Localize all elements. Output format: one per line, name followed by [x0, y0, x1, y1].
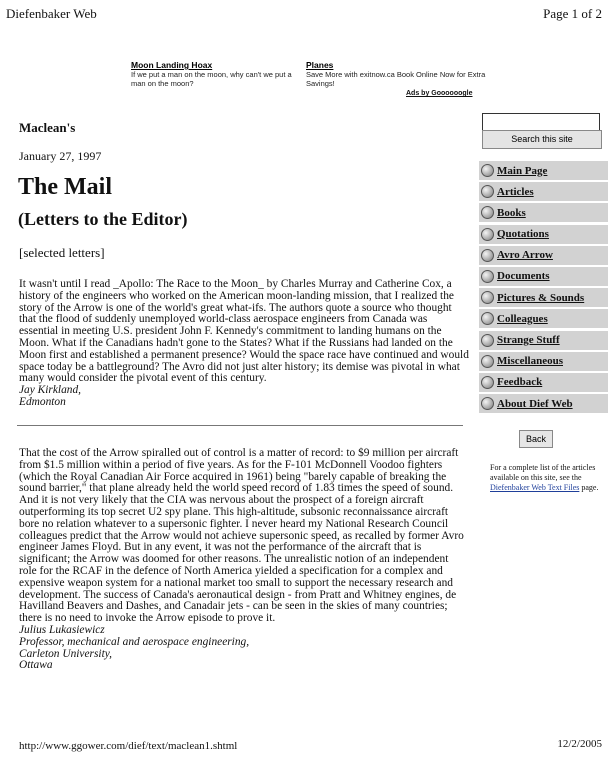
globe-icon	[481, 334, 494, 347]
globe-icon	[481, 228, 494, 241]
text-files-link[interactable]: Diefenbaker Web Text Files	[490, 483, 580, 492]
article-date: January 27, 1997	[19, 149, 102, 163]
sidebar-item-documents[interactable]: Documents	[479, 267, 608, 286]
selected-letters-note: [selected letters]	[19, 245, 105, 260]
globe-icon	[481, 249, 494, 262]
letter-body: It wasn't until I read _Apollo: The Race to the Moon_ by Charles Murray and Catherine Cox, a history of the engineers who worked on the American moon-landing mission, that I realized the story of the Arrow is one of the world's great what-ifs. The authors quote a source who thought that the flood of suddenly unemployed world-class aerospace engineers from Canada was essential in meeting U.S. president John F. Kennedy's commitment to landing humans on the Moon. What if the Canadians hadn't gone to the States? What if the Russians had landed on the Moon first and established a permanent presence? Would the space race have continued and would space today be a battleground? The Avro did not just alter history; its demise was pivotal in what many would consider the pivotal event of this century.	[19, 278, 469, 385]
globe-icon	[481, 164, 494, 177]
globe-icon	[481, 397, 494, 410]
sidebar-item-pictures-sounds[interactable]: Pictures & Sounds	[479, 288, 608, 307]
sidebar-item-strange-stuff[interactable]: Strange Stuff	[479, 331, 608, 350]
ad-description: If we put a man on the moon, why can't we put a man on the moon?	[131, 70, 292, 88]
sidebar-item-quotations[interactable]: Quotations	[479, 225, 608, 244]
note-text-end: page.	[581, 483, 599, 492]
sidebar-item-feedback[interactable]: Feedback	[479, 373, 608, 392]
sidebar-item-books[interactable]: Books	[479, 203, 608, 222]
sidebar-item-about[interactable]: About Dief Web	[479, 394, 608, 413]
sidebar-item-avro-arrow[interactable]: Avro Arrow	[479, 246, 608, 265]
letter-university: Carleton University,	[19, 647, 113, 660]
search-input[interactable]	[482, 113, 600, 131]
globe-icon	[481, 312, 494, 325]
sidebar-item-miscellaneous[interactable]: Miscellaneous	[479, 352, 608, 371]
letter-author: Jay Kirkland,	[19, 384, 82, 397]
sidebar-nav	[479, 161, 608, 415]
letter-divider	[17, 425, 463, 426]
letter-body: That the cost of the Arrow spiralled out of control is a matter of record: to $9 million per aircraft from $1.5 million within a period of five years. As for the F-101 McDonnell Voodoo fighters (which the Royal Canadian Air Force acquired in 1961) being "barely capable of breaking the sound barrier," that plane already held the world speed record of 1.83 times the speed of sound. And it is not very likely that the CIA was nervous about the prospect of a foreign aircraft outperforming its top secret U2 spy plane. This high-altitude, subsonic reconnaissance aircraft bore no relation whatever to a supersonic fighter. I never heard my National Research Council colleagues predict that the Arrow would not achieve supersonic speed, as recalled by former Avro engineer James Floyd. But in any event, it was not the performance of the aircraft that is significant; the Arrow was doomed for other reasons. The unrealistic notion of an independent role for the RCAF in the defence of North America yielded a specification for a complex and expensive weapon system for a national market too small to support the necessary research and development. The success of Canada's aeronautical design - from Pratt and Whitney engines, de Havilland Beavers and Dashes, and Canadair jets - can be seen in the skies of many countries; there is no need to invoke the Arrow episode to prove it.	[19, 447, 464, 625]
text-files-note	[490, 463, 600, 493]
print-header-site: Diefenbaker Web	[6, 6, 97, 21]
globe-icon	[481, 291, 494, 304]
print-footer-url: http://www.ggower.com/dief/text/maclean1.shtml	[19, 740, 238, 752]
publication-name: Maclean's	[19, 120, 76, 135]
letter-2	[19, 448, 467, 672]
letter-author: Julius Lukasiewicz	[19, 623, 105, 636]
globe-icon	[481, 355, 494, 368]
globe-icon	[481, 270, 494, 283]
letter-1	[19, 279, 469, 409]
sidebar-item-articles[interactable]: Articles	[479, 182, 608, 201]
ads-by-link[interactable]: Ads by Goooooogle	[406, 90, 473, 97]
letter-author-role: Professor, mechanical and aerospace engineering,	[19, 635, 250, 648]
sidebar-item-main-page[interactable]: Main Page	[479, 161, 608, 180]
ad-title-link[interactable]: Planes	[306, 60, 334, 70]
sidebar-item-colleagues[interactable]: Colleagues	[479, 309, 608, 328]
globe-icon	[481, 185, 494, 198]
back-button[interactable]: Back	[519, 430, 553, 448]
search-button[interactable]: Search this site	[482, 130, 602, 149]
globe-icon	[481, 206, 494, 219]
globe-icon	[481, 376, 494, 389]
ad-description: Save More with exitnow.ca Book Online Now for Extra Savings!	[306, 70, 486, 88]
ad-title-link[interactable]: Moon Landing Hoax	[131, 60, 213, 70]
letter-city: Edmonton	[19, 395, 66, 408]
page-title: The Mail	[18, 174, 112, 200]
letter-city: Ottawa	[19, 659, 53, 672]
print-footer-date: 12/2/2005	[557, 738, 602, 750]
ad-block-1	[131, 60, 303, 88]
ad-block-2	[306, 60, 486, 88]
print-header-page: Page 1 of 2	[543, 6, 602, 21]
note-text: For a complete list of the articles available on this site, see the	[490, 463, 596, 482]
page-subtitle: (Letters to the Editor)	[18, 209, 188, 229]
